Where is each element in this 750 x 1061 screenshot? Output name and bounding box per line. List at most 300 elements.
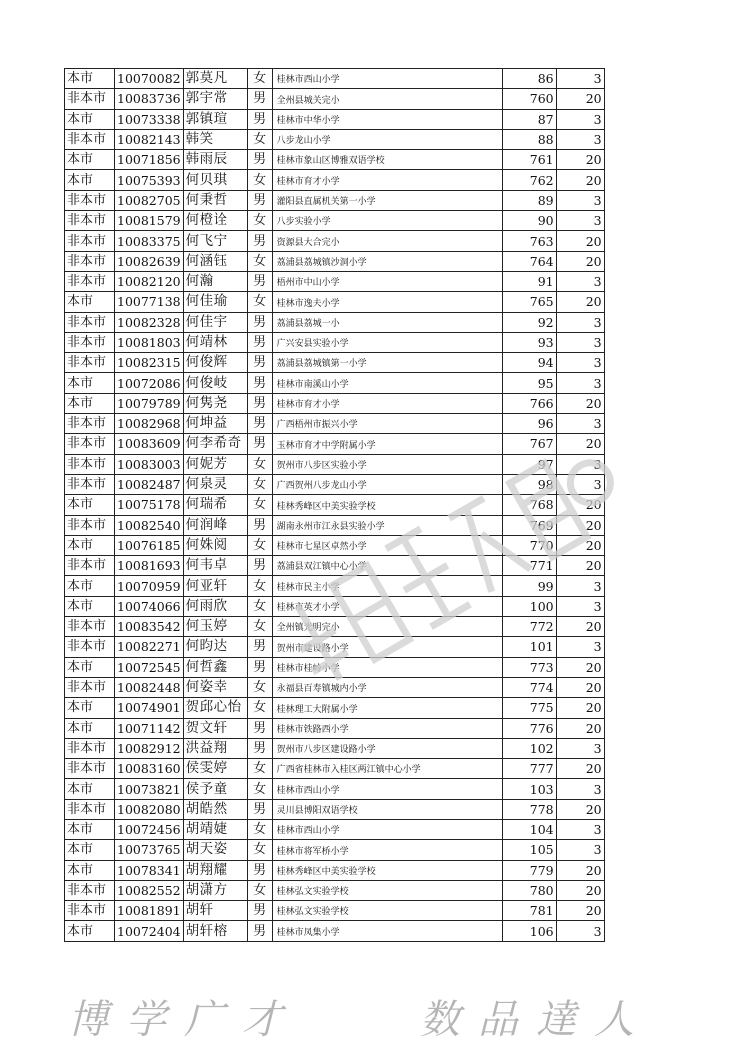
gender-cell: 男 bbox=[247, 231, 272, 251]
gender-cell: 男 bbox=[247, 515, 272, 535]
student-table-body bbox=[65, 69, 605, 942]
student-id-cell: 10076185 bbox=[115, 535, 184, 555]
table-row bbox=[65, 779, 605, 799]
level-cell: 20 bbox=[556, 698, 604, 718]
student-id-cell: 10082968 bbox=[115, 414, 184, 434]
gender-cell: 女 bbox=[247, 495, 272, 515]
rank-cell: 98 bbox=[502, 474, 556, 494]
school-cell: 全州县城关完小 bbox=[272, 89, 502, 109]
school-cell: 桂林市七星区卓然小学 bbox=[272, 535, 502, 555]
student-name-cell: 何姝阅 bbox=[183, 535, 247, 555]
table-row bbox=[65, 292, 605, 312]
area-cell: 非本市 bbox=[65, 332, 115, 352]
student-name-cell: 何哲鑫 bbox=[183, 657, 247, 677]
area-cell: 非本市 bbox=[65, 312, 115, 332]
rank-cell: 761 bbox=[502, 150, 556, 170]
rank-cell: 763 bbox=[502, 231, 556, 251]
gender-cell: 男 bbox=[247, 901, 272, 921]
student-name-cell: 郭宇常 bbox=[183, 89, 247, 109]
area-cell: 本市 bbox=[65, 779, 115, 799]
level-cell: 20 bbox=[556, 495, 604, 515]
student-id-cell: 10083542 bbox=[115, 617, 184, 637]
student-name-cell: 郭莫凡 bbox=[183, 69, 247, 89]
level-cell: 3 bbox=[556, 596, 604, 616]
gender-cell: 男 bbox=[247, 393, 272, 413]
student-name-cell: 何瀚 bbox=[183, 271, 247, 291]
school-cell: 桂林秀峰区中美实验学校 bbox=[272, 495, 502, 515]
student-name-cell: 韩笑 bbox=[183, 129, 247, 149]
rank-cell: 766 bbox=[502, 393, 556, 413]
level-cell: 3 bbox=[556, 637, 604, 657]
footer-slogan-right: 数品達人 bbox=[420, 997, 652, 1043]
student-id-cell: 10083160 bbox=[115, 759, 184, 779]
rank-cell: 106 bbox=[502, 921, 556, 941]
rank-cell: 86 bbox=[502, 69, 556, 89]
level-cell: 3 bbox=[556, 921, 604, 941]
rank-cell: 102 bbox=[502, 738, 556, 758]
table-row bbox=[65, 637, 605, 657]
level-cell: 3 bbox=[556, 819, 604, 839]
rank-cell: 762 bbox=[502, 170, 556, 190]
gender-cell: 女 bbox=[247, 759, 272, 779]
area-cell: 本市 bbox=[65, 718, 115, 738]
table-row bbox=[65, 738, 605, 758]
area-cell: 非本市 bbox=[65, 637, 115, 657]
area-cell: 本市 bbox=[65, 69, 115, 89]
level-cell: 20 bbox=[556, 860, 604, 880]
level-cell: 3 bbox=[556, 840, 604, 860]
student-id-cell: 10073765 bbox=[115, 840, 184, 860]
rank-cell: 101 bbox=[502, 637, 556, 657]
level-cell: 20 bbox=[556, 231, 604, 251]
rank-cell: 774 bbox=[502, 677, 556, 697]
gender-cell: 男 bbox=[247, 312, 272, 332]
rank-cell: 764 bbox=[502, 251, 556, 271]
gender-cell: 男 bbox=[247, 190, 272, 210]
table-row bbox=[65, 677, 605, 697]
level-cell: 20 bbox=[556, 535, 604, 555]
student-name-cell: 何李希奇 bbox=[183, 434, 247, 454]
rank-cell: 92 bbox=[502, 312, 556, 332]
school-cell: 荔浦县双江镇中心小学 bbox=[272, 556, 502, 576]
student-id-cell: 10083736 bbox=[115, 89, 184, 109]
gender-cell: 女 bbox=[247, 779, 272, 799]
student-id-cell: 10070082 bbox=[115, 69, 184, 89]
level-cell: 3 bbox=[556, 211, 604, 231]
table-row bbox=[65, 414, 605, 434]
rank-cell: 770 bbox=[502, 535, 556, 555]
gender-cell: 男 bbox=[247, 860, 272, 880]
level-cell: 20 bbox=[556, 89, 604, 109]
gender-cell: 男 bbox=[247, 109, 272, 129]
area-cell: 非本市 bbox=[65, 759, 115, 779]
rank-cell: 777 bbox=[502, 759, 556, 779]
student-id-cell: 10081693 bbox=[115, 556, 184, 576]
student-name-cell: 何贝琪 bbox=[183, 170, 247, 190]
level-cell: 3 bbox=[556, 129, 604, 149]
gender-cell: 女 bbox=[247, 69, 272, 89]
area-cell: 本市 bbox=[65, 921, 115, 941]
level-cell: 20 bbox=[556, 617, 604, 637]
level-cell: 3 bbox=[556, 312, 604, 332]
area-cell: 非本市 bbox=[65, 251, 115, 271]
gender-cell: 女 bbox=[247, 576, 272, 596]
school-cell: 灌阳县直属机关第一小学 bbox=[272, 190, 502, 210]
student-id-cell: 10083003 bbox=[115, 454, 184, 474]
gender-cell: 男 bbox=[247, 414, 272, 434]
level-cell: 3 bbox=[556, 738, 604, 758]
student-id-cell: 10081803 bbox=[115, 332, 184, 352]
rank-cell: 775 bbox=[502, 698, 556, 718]
student-name-cell: 何俊辉 bbox=[183, 353, 247, 373]
school-cell: 广西梧州市振兴小学 bbox=[272, 414, 502, 434]
area-cell: 非本市 bbox=[65, 434, 115, 454]
student-name-cell: 胡皓然 bbox=[183, 799, 247, 819]
student-id-cell: 10081579 bbox=[115, 211, 184, 231]
table-row bbox=[65, 251, 605, 271]
area-cell: 非本市 bbox=[65, 211, 115, 231]
area-cell: 本市 bbox=[65, 596, 115, 616]
student-name-cell: 何妮芳 bbox=[183, 454, 247, 474]
area-cell: 非本市 bbox=[65, 677, 115, 697]
school-cell: 贺州市建设路小学 bbox=[272, 637, 502, 657]
student-name-cell: 何隽尧 bbox=[183, 393, 247, 413]
table-row bbox=[65, 495, 605, 515]
table-row bbox=[65, 150, 605, 170]
gender-cell: 男 bbox=[247, 353, 272, 373]
area-cell: 非本市 bbox=[65, 738, 115, 758]
area-cell: 本市 bbox=[65, 393, 115, 413]
student-name-cell: 何俊岐 bbox=[183, 373, 247, 393]
rank-cell: 769 bbox=[502, 515, 556, 535]
school-cell: 永福县百寿镇城内小学 bbox=[272, 677, 502, 697]
student-name-cell: 胡轩榕 bbox=[183, 921, 247, 941]
school-cell: 玉林市育才中学附属小学 bbox=[272, 434, 502, 454]
table-row bbox=[65, 109, 605, 129]
student-name-cell: 何雨欣 bbox=[183, 596, 247, 616]
school-cell: 贺州市八步区实验小学 bbox=[272, 454, 502, 474]
rank-cell: 87 bbox=[502, 109, 556, 129]
gender-cell: 男 bbox=[247, 434, 272, 454]
rank-cell: 768 bbox=[502, 495, 556, 515]
student-id-cell: 10081891 bbox=[115, 901, 184, 921]
school-cell: 桂林市象山区博雅双语学校 bbox=[272, 150, 502, 170]
student-name-cell: 何秉哲 bbox=[183, 190, 247, 210]
gender-cell: 男 bbox=[247, 89, 272, 109]
area-cell: 非本市 bbox=[65, 454, 115, 474]
level-cell: 20 bbox=[556, 718, 604, 738]
gender-cell: 女 bbox=[247, 535, 272, 555]
area-cell: 非本市 bbox=[65, 271, 115, 291]
level-cell: 3 bbox=[556, 109, 604, 129]
gender-cell: 男 bbox=[247, 150, 272, 170]
student-name-cell: 胡靖婕 bbox=[183, 819, 247, 839]
student-id-cell: 10071142 bbox=[115, 718, 184, 738]
rank-cell: 94 bbox=[502, 353, 556, 373]
area-cell: 本市 bbox=[65, 292, 115, 312]
student-name-cell: 何亚轩 bbox=[183, 576, 247, 596]
table-row bbox=[65, 69, 605, 89]
school-cell: 梧州市中山小学 bbox=[272, 271, 502, 291]
school-cell: 桂林市铁路西小学 bbox=[272, 718, 502, 738]
table-row bbox=[65, 211, 605, 231]
gender-cell: 女 bbox=[247, 677, 272, 697]
gender-cell: 女 bbox=[247, 819, 272, 839]
area-cell: 本市 bbox=[65, 819, 115, 839]
area-cell: 本市 bbox=[65, 495, 115, 515]
student-id-cell: 10082120 bbox=[115, 271, 184, 291]
table-row bbox=[65, 718, 605, 738]
student-id-cell: 10074901 bbox=[115, 698, 184, 718]
level-cell: 3 bbox=[556, 69, 604, 89]
student-name-cell: 何飞宁 bbox=[183, 231, 247, 251]
rank-cell: 90 bbox=[502, 211, 556, 231]
student-id-cell: 10082315 bbox=[115, 353, 184, 373]
table-row bbox=[65, 840, 605, 860]
rank-cell: 779 bbox=[502, 860, 556, 880]
table-row bbox=[65, 860, 605, 880]
gender-cell: 女 bbox=[247, 617, 272, 637]
area-cell: 非本市 bbox=[65, 231, 115, 251]
table-row bbox=[65, 535, 605, 555]
school-cell: 荔浦县荔城镇第一小学 bbox=[272, 353, 502, 373]
gender-cell: 男 bbox=[247, 373, 272, 393]
rank-cell: 773 bbox=[502, 657, 556, 677]
student-table bbox=[64, 68, 605, 942]
table-row bbox=[65, 89, 605, 109]
rank-cell: 765 bbox=[502, 292, 556, 312]
gender-cell: 女 bbox=[247, 596, 272, 616]
gender-cell: 男 bbox=[247, 657, 272, 677]
student-name-cell: 何润峰 bbox=[183, 515, 247, 535]
area-cell: 非本市 bbox=[65, 799, 115, 819]
area-cell: 非本市 bbox=[65, 89, 115, 109]
student-id-cell: 10082080 bbox=[115, 799, 184, 819]
footer-slogan bbox=[68, 988, 688, 1043]
student-id-cell: 10082143 bbox=[115, 129, 184, 149]
student-id-cell: 10075393 bbox=[115, 170, 184, 190]
gender-cell: 男 bbox=[247, 332, 272, 352]
area-cell: 本市 bbox=[65, 109, 115, 129]
table-row bbox=[65, 556, 605, 576]
area-cell: 非本市 bbox=[65, 474, 115, 494]
level-cell: 3 bbox=[556, 332, 604, 352]
footer-slogan-left: 博学广才 bbox=[68, 997, 300, 1043]
table-row bbox=[65, 819, 605, 839]
table-row bbox=[65, 596, 605, 616]
student-id-cell: 10082271 bbox=[115, 637, 184, 657]
level-cell: 20 bbox=[556, 556, 604, 576]
table-row bbox=[65, 190, 605, 210]
rank-cell: 772 bbox=[502, 617, 556, 637]
rank-cell: 776 bbox=[502, 718, 556, 738]
table-row bbox=[65, 759, 605, 779]
area-cell: 本市 bbox=[65, 576, 115, 596]
level-cell: 3 bbox=[556, 576, 604, 596]
table-row bbox=[65, 170, 605, 190]
level-cell: 20 bbox=[556, 759, 604, 779]
student-id-cell: 10082540 bbox=[115, 515, 184, 535]
school-cell: 灵川县博阳双语学校 bbox=[272, 799, 502, 819]
student-id-cell: 10072404 bbox=[115, 921, 184, 941]
student-id-cell: 10079789 bbox=[115, 393, 184, 413]
level-cell: 20 bbox=[556, 901, 604, 921]
area-cell: 非本市 bbox=[65, 901, 115, 921]
student-id-cell: 10074066 bbox=[115, 596, 184, 616]
table-row bbox=[65, 576, 605, 596]
school-cell: 广兴安县实验小学 bbox=[272, 332, 502, 352]
level-cell: 3 bbox=[556, 454, 604, 474]
student-name-cell: 何涵钰 bbox=[183, 251, 247, 271]
table-row bbox=[65, 617, 605, 637]
student-name-cell: 洪益翔 bbox=[183, 738, 247, 758]
rank-cell: 778 bbox=[502, 799, 556, 819]
student-id-cell: 10082328 bbox=[115, 312, 184, 332]
student-name-cell: 何姿幸 bbox=[183, 677, 247, 697]
rank-cell: 771 bbox=[502, 556, 556, 576]
level-cell: 20 bbox=[556, 799, 604, 819]
school-cell: 桂林市民主小学 bbox=[272, 576, 502, 596]
student-name-cell: 何靖林 bbox=[183, 332, 247, 352]
student-id-cell: 10078341 bbox=[115, 860, 184, 880]
table-row bbox=[65, 332, 605, 352]
rank-cell: 780 bbox=[502, 880, 556, 900]
school-cell: 荔浦县荔城镇沙洞小学 bbox=[272, 251, 502, 271]
level-cell: 3 bbox=[556, 373, 604, 393]
student-name-cell: 何佳瑜 bbox=[183, 292, 247, 312]
school-cell: 桂林弘文实验学校 bbox=[272, 901, 502, 921]
student-name-cell: 韩雨辰 bbox=[183, 150, 247, 170]
student-name-cell: 侯雯婷 bbox=[183, 759, 247, 779]
student-id-cell: 10082552 bbox=[115, 880, 184, 900]
school-cell: 桂林市中华小学 bbox=[272, 109, 502, 129]
student-table-container bbox=[64, 68, 605, 942]
school-cell: 桂林市凤集小学 bbox=[272, 921, 502, 941]
area-cell: 本市 bbox=[65, 840, 115, 860]
gender-cell: 女 bbox=[247, 170, 272, 190]
area-cell: 非本市 bbox=[65, 556, 115, 576]
student-id-cell: 10083609 bbox=[115, 434, 184, 454]
school-cell: 桂林市育才小学 bbox=[272, 170, 502, 190]
table-row bbox=[65, 373, 605, 393]
student-name-cell: 何佳宇 bbox=[183, 312, 247, 332]
school-cell: 广西贺州八步龙山小学 bbox=[272, 474, 502, 494]
rank-cell: 88 bbox=[502, 129, 556, 149]
table-row bbox=[65, 698, 605, 718]
student-name-cell: 何坤益 bbox=[183, 414, 247, 434]
area-cell: 本市 bbox=[65, 170, 115, 190]
area-cell: 本市 bbox=[65, 698, 115, 718]
student-id-cell: 10070959 bbox=[115, 576, 184, 596]
table-row bbox=[65, 312, 605, 332]
table-row bbox=[65, 454, 605, 474]
rank-cell: 91 bbox=[502, 271, 556, 291]
school-cell: 桂林秀峰区中美实验学校 bbox=[272, 860, 502, 880]
gender-cell: 女 bbox=[247, 211, 272, 231]
table-row bbox=[65, 921, 605, 941]
school-cell: 八步实验小学 bbox=[272, 211, 502, 231]
gender-cell: 女 bbox=[247, 474, 272, 494]
student-id-cell: 10073338 bbox=[115, 109, 184, 129]
student-id-cell: 10077138 bbox=[115, 292, 184, 312]
student-name-cell: 胡轩 bbox=[183, 901, 247, 921]
level-cell: 3 bbox=[556, 353, 604, 373]
rank-cell: 97 bbox=[502, 454, 556, 474]
school-cell: 桂林市西山小学 bbox=[272, 779, 502, 799]
student-id-cell: 10072456 bbox=[115, 819, 184, 839]
area-cell: 非本市 bbox=[65, 353, 115, 373]
school-cell: 桂林市英才小学 bbox=[272, 596, 502, 616]
table-row bbox=[65, 880, 605, 900]
student-name-cell: 何昀达 bbox=[183, 637, 247, 657]
student-name-cell: 何泉灵 bbox=[183, 474, 247, 494]
level-cell: 20 bbox=[556, 292, 604, 312]
area-cell: 本市 bbox=[65, 535, 115, 555]
area-cell: 非本市 bbox=[65, 190, 115, 210]
level-cell: 20 bbox=[556, 880, 604, 900]
level-cell: 20 bbox=[556, 434, 604, 454]
level-cell: 20 bbox=[556, 393, 604, 413]
table-row bbox=[65, 799, 605, 819]
school-cell: 桂林市西山小学 bbox=[272, 819, 502, 839]
student-id-cell: 10082705 bbox=[115, 190, 184, 210]
gender-cell: 女 bbox=[247, 292, 272, 312]
gender-cell: 男 bbox=[247, 637, 272, 657]
student-name-cell: 贺文轩 bbox=[183, 718, 247, 738]
gender-cell: 女 bbox=[247, 880, 272, 900]
student-name-cell: 贺邱心怡 bbox=[183, 698, 247, 718]
area-cell: 本市 bbox=[65, 373, 115, 393]
rank-cell: 760 bbox=[502, 89, 556, 109]
student-id-cell: 10082448 bbox=[115, 677, 184, 697]
table-row bbox=[65, 129, 605, 149]
student-name-cell: 胡天姿 bbox=[183, 840, 247, 860]
school-cell: 桂林市育才小学 bbox=[272, 393, 502, 413]
student-id-cell: 10082487 bbox=[115, 474, 184, 494]
table-row bbox=[65, 515, 605, 535]
student-name-cell: 郭镇瑄 bbox=[183, 109, 247, 129]
school-cell: 桂林市桂岭小学 bbox=[272, 657, 502, 677]
gender-cell: 女 bbox=[247, 840, 272, 860]
school-cell: 资源县大合完小 bbox=[272, 231, 502, 251]
student-name-cell: 胡翔耀 bbox=[183, 860, 247, 880]
school-cell: 全州镇光明完小 bbox=[272, 617, 502, 637]
gender-cell: 男 bbox=[247, 718, 272, 738]
area-cell: 非本市 bbox=[65, 414, 115, 434]
level-cell: 3 bbox=[556, 779, 604, 799]
level-cell: 20 bbox=[556, 657, 604, 677]
rank-cell: 99 bbox=[502, 576, 556, 596]
table-row bbox=[65, 901, 605, 921]
rank-cell: 100 bbox=[502, 596, 556, 616]
school-cell: 桂林市逸夫小学 bbox=[272, 292, 502, 312]
area-cell: 非本市 bbox=[65, 129, 115, 149]
student-id-cell: 10075178 bbox=[115, 495, 184, 515]
area-cell: 非本市 bbox=[65, 617, 115, 637]
student-name-cell: 何玉婷 bbox=[183, 617, 247, 637]
rank-cell: 95 bbox=[502, 373, 556, 393]
gender-cell: 男 bbox=[247, 556, 272, 576]
gender-cell: 女 bbox=[247, 454, 272, 474]
student-id-cell: 10082639 bbox=[115, 251, 184, 271]
gender-cell: 女 bbox=[247, 698, 272, 718]
rank-cell: 105 bbox=[502, 840, 556, 860]
rank-cell: 781 bbox=[502, 901, 556, 921]
school-cell: 桂林市南溪山小学 bbox=[272, 373, 502, 393]
student-name-cell: 何橙诠 bbox=[183, 211, 247, 231]
student-name-cell: 何韦卓 bbox=[183, 556, 247, 576]
student-name-cell: 胡潇方 bbox=[183, 880, 247, 900]
